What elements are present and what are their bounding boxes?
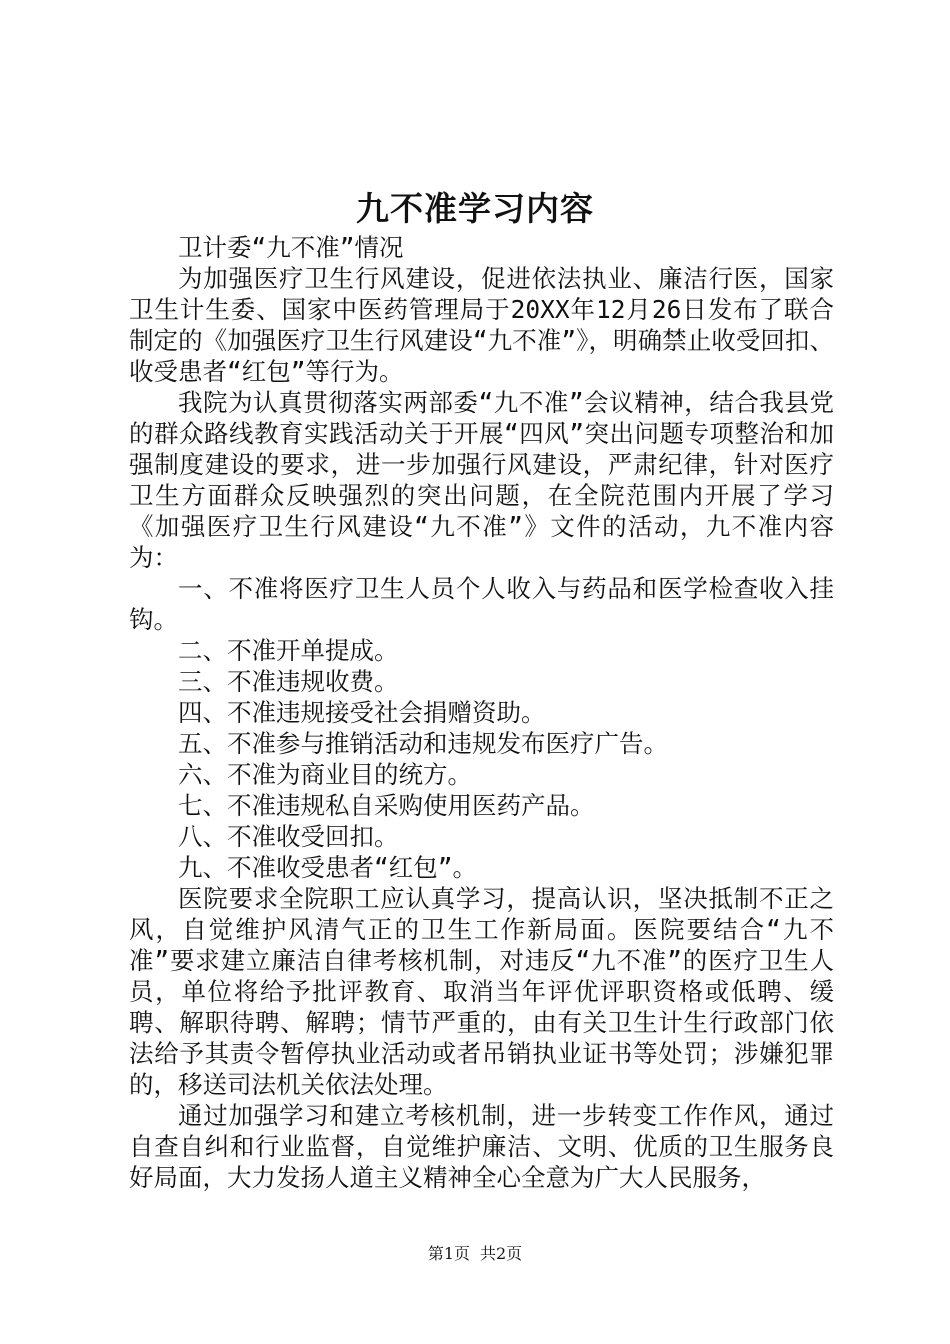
paragraph-requirements: 医院要求全院职工应认真学习，提高认识，坚决抵制不正之风，自觉维护风清气正的卫生工作新局面。医院要结合“九不准”要求建立廉洁自律考核机制，对违反“九不准”的医疗卫生人员，单位将给予批评教育、取消当年评优评职资格或低聘、缓聘、解职待聘、解聘；情节严重的，由有关卫生计生行政部门依法给予其责令暂停执业活动或者吊销执业证书等处罚；涉嫌犯罪的，移送司法机关依法处理。 [129, 884, 834, 1099]
document-title: 九不准学习内容 [356, 189, 594, 228]
document-body [129, 232, 834, 1193]
rule-item-5: 五、不准参与推销活动和违规发布医疗广告。 [178, 729, 668, 758]
page-number: 第1页 [427, 1244, 470, 1263]
rule-item-4: 四、不准违规接受社会捐赠资助。 [178, 698, 546, 727]
page-total: 共2页 [480, 1244, 523, 1263]
rule-item-3: 三、不准违规收费。 [178, 667, 399, 696]
rule-item-1: 一、不准将医疗卫生人员个人收入与药品和医学检查收入挂钩。 [129, 574, 834, 634]
paragraph-conclusion: 通过加强学习和建立考核机制，进一步转变工作作风，通过自查自纠和行业监督，自觉维护廉洁、文明、优质的卫生服务良好局面，大力发扬人道主义精神全心全意为广大人民服务， [129, 1101, 834, 1192]
paragraph-intro: 为加强医疗卫生行风建设，促进依法执业、廉洁行医，国家卫生计生委、国家中医药管理局于20XX年12月26日发布了联合制定的《加强医疗卫生行风建设“九不准”》，明确禁止收受回扣、收受患者“红包”等行为。 [129, 264, 834, 386]
rule-item-9: 九、不准收受患者“红包”。 [178, 853, 477, 882]
rule-item-8: 八、不准收受回扣。 [178, 822, 399, 851]
rule-item-7: 七、不准违规私自采购使用医药产品。 [178, 791, 595, 820]
paragraph-subtitle: 卫计委“九不准”情况 [178, 233, 404, 262]
page-footer [0, 1243, 950, 1265]
rule-item-2: 二、不准开单提成。 [178, 636, 399, 665]
paragraph-background: 我院为认真贯彻落实两部委“九不准”会议精神，结合我县党的群众路线教育实践活动关于开展“四风”突出问题专项整治和加强制度建设的要求，进一步加强行风建设，严肃纪律，针对医疗卫生方面群众反映强烈的突出问题，在全院范围内开展了学习《加强医疗卫生行风建设“九不准”》文件的活动，九不准内容为： [129, 388, 834, 572]
rule-item-6: 六、不准为商业目的统方。 [178, 760, 472, 789]
